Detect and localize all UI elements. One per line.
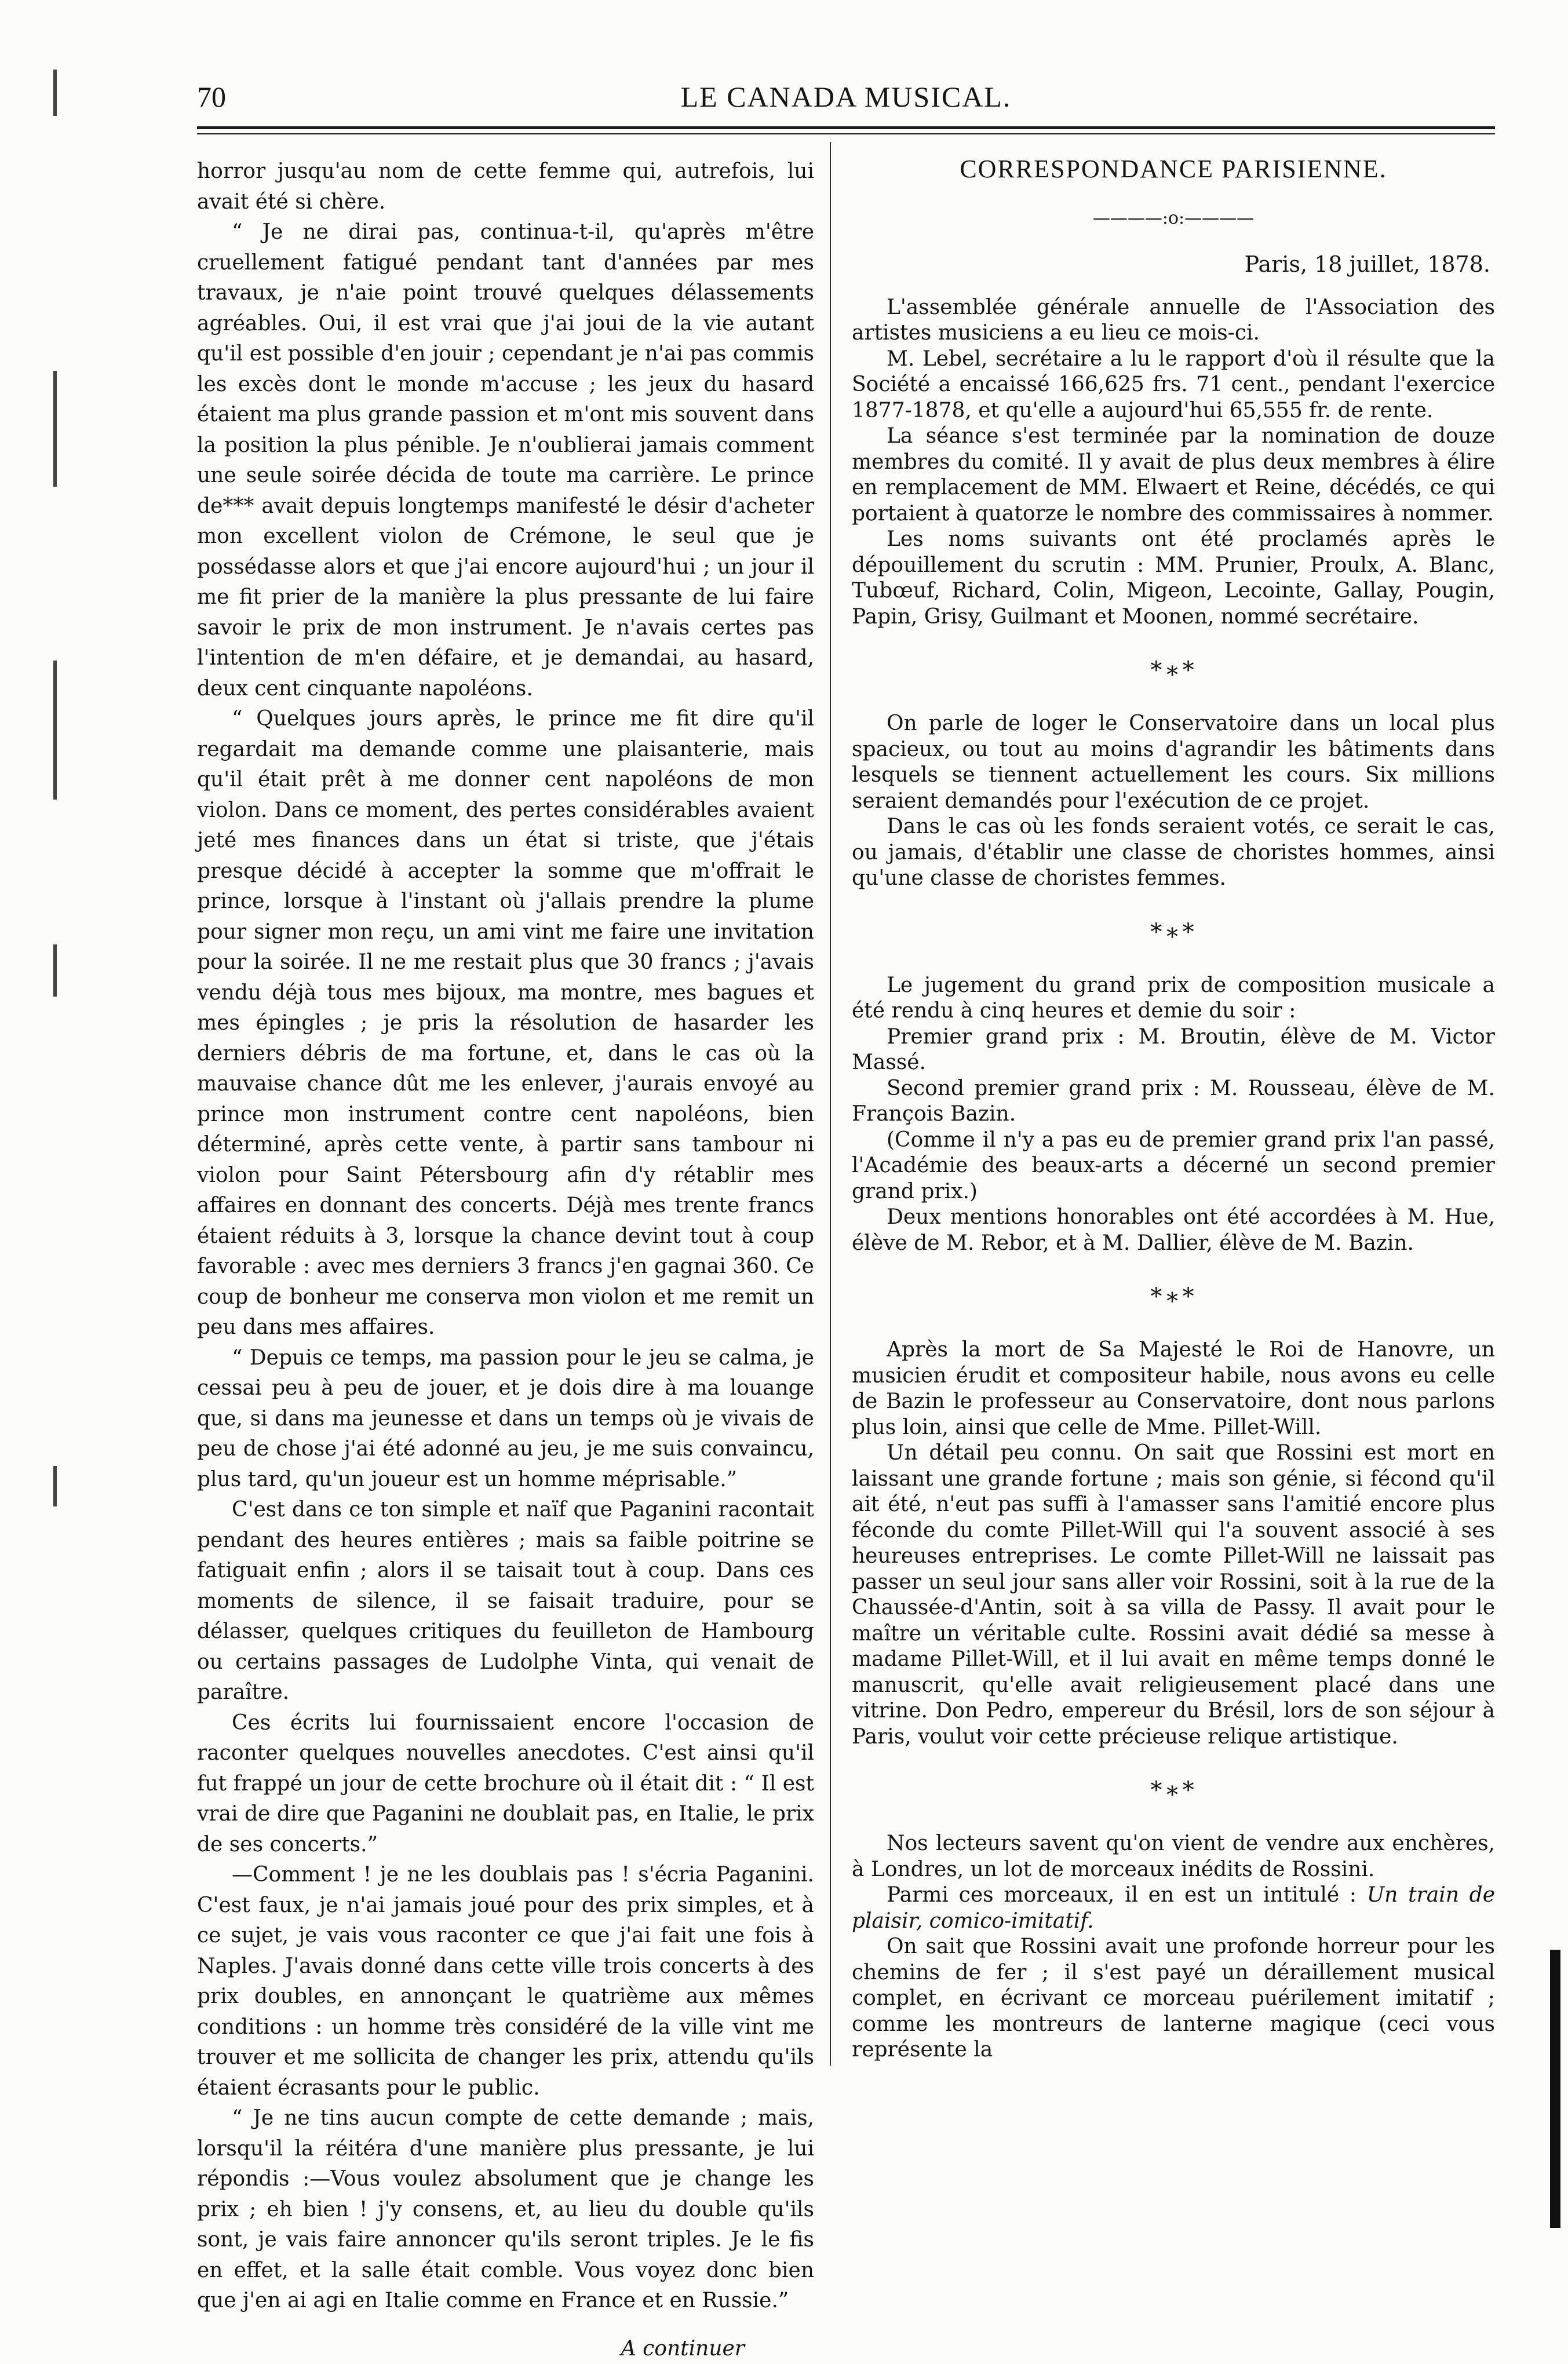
paragraph: “ Je ne dirai pas, continua-t-il, qu'après m'être cruellement fatigué pendant tant d'années par mes travaux, je n'aie point trouvé quelques délassements agréables. Oui, il est vrai que j'ai joui de la vie autant qu'il est possible d'en jouir ; cependant je n'ai pas commis les excès dont le monde m'accuse ; les jeux du hasard étaient ma plus grande passion et m'ont mis souvent dans la position la plus pénible. Je n'oublierai jamais comment une seule soirée décida de toute ma carrière. Le prince de*** avait depuis longtemps manifesté le désir d'acheter mon excellent violon de Crémone, le seul que je possédasse alors et que j'ai encore aujourd'hui ; un jour il me fit prier de la manière la plus pressante de lui faire savoir le prix de mon instrument. Je n'avais certes pas l'intention de m'en défaire, et je demandai, au hasard, deux cent cinquante napoléons.: [197, 217, 814, 704]
page-number: 70: [197, 80, 226, 114]
scan-margin-mark: [53, 944, 57, 997]
paragraph: “ Depuis ce temps, ma passion pour le jeu se calma, je cessai peu à peu de jouer, et je dois dire à ma louange que, si dans ma jeunesse et dans un temps où je vivais de peu de chose j'ai été adonné au jeu, je me suis convaincu, plus tard, qu'un joueur est un homme méprisable.”: [197, 1343, 814, 1495]
paragraph: Le jugement du grand prix de composition musicale a été rendu à cinq heures et demie du soir :: [852, 973, 1495, 1024]
paragraph: Nos lecteurs savent qu'on vient de vendre aux enchères, à Londres, un lot de morceaux inédits de Rossini.: [852, 1831, 1495, 1883]
dateline: Paris, 18 juillet, 1878.: [852, 251, 1495, 278]
scan-margin-mark: [53, 70, 57, 116]
paragraph: Second premier grand prix : M. Rousseau, élève de M. François Bazin.: [852, 1076, 1495, 1128]
paragraph: Dans le cas où les fonds seraient votés, ce serait le cas, ou jamais, d'établir une classe de choristes hommes, ainsi qu'une classe de choristes femmes.: [852, 814, 1495, 892]
title-separator: ————:o:————: [852, 206, 1495, 232]
paragraph: —Comment ! je ne les doublais pas ! s'écria Paganini. C'est faux, je n'ai jamais joué pour des prix simples, et à ce sujet, je vais vous raconter ce que j'ai fait une fois à Naples. J'avais donné dans cette ville trois concerts à des prix doubles, en annonçant le quatrième aux mêmes conditions : un homme très considéré de la ville vint me trouver et me sollicita de changer les prix, attendu qu'ils étaient écrasants pour le public.: [197, 1860, 814, 2103]
header-rule-thin: [197, 133, 1495, 134]
paragraph: M. Lebel, secrétaire a lu le rapport d'où il résulte que la Société a encaissé 166,625 frs. 71 cent., pendant l'exercice 1877-1878, et qu'elle a aujourd'hui 65,555 fr. de rente.: [852, 346, 1495, 424]
asterism-separator: *∗*: [852, 892, 1495, 973]
scan-margin-mark: [53, 371, 57, 487]
scan-margin-mark: [53, 661, 57, 800]
journal-title: LE CANADA MUSICAL.: [197, 80, 1495, 114]
paragraph: Après la mort de Sa Majesté le Roi de Hanovre, un musicien érudit et compositeur habile, nous avons eu celle de Bazin le professeur au Conservatoire, dont nous parlons plus loin, ainsi que celle de Mme. Pillet-Will.: [852, 1337, 1495, 1440]
asterism-separator: *∗*: [852, 1256, 1495, 1337]
paragraph: Premier grand prix : M. Broutin, élève de M. Victor Massé.: [852, 1024, 1495, 1076]
paragraph: Un détail peu connu. On sait que Rossini est mort en laissant une grande fortune ; mais son génie, si fécond qu'il ait été, n'eut pas suffi à l'amasser sans l'amitié encore plus féconde du comte Pillet-Will qui l'a souvent associé à ses heureuses entreprises. Le comte Pillet-Will ne laissait pas passer un seul jour sans aller voir Rossini, soit à la rue de la Chaussée-d'Antin, soit à sa villa de Passy. Il avait pour le maître un véritable culte. Rossini avait dédié sa messe à madame Pillet-Will, et il lui avait en même temps donné le manuscrit, qu'elle avait religieusement placé dans une vitrine. Don Pedro, empereur du Brésil, lors de son séjour à Paris, voulut voir cette précieuse relique artistique.: [852, 1440, 1495, 1750]
scan-margin-mark: [53, 1466, 57, 1506]
paragraph: L'assemblée générale annuelle de l'Association des artistes musiciens a eu lieu ce mois-ci.: [852, 295, 1495, 346]
paragraph: Deux mentions honorables ont été accordées à M. Hue, élève de M. Rebor, et à M. Dallier, élève de M. Bazin.: [852, 1205, 1495, 1256]
paragraph: “ Je ne tins aucun compte de cette demande ; mais, lorsqu'il la réitéra d'une manière plus pressante, je lui répondis :—Vous voulez absolument que je change les prix ; eh bien ! j'y consens, et, au lieu du double qu'ils sont, je vais faire annoncer qu'ils seront triples. Je le fis en effet, et la salle était comble. Vous voyez donc bien que j'en ai agi en Italie comme en France et en Russie.”: [197, 2103, 814, 2316]
scan-edge-bar: [1550, 1950, 1560, 2228]
italic-title: Un train de plaisir, comico-imitatif.: [852, 1883, 1495, 1933]
paragraph: La séance s'est terminée par la nomination de douze membres du comité. Il y avait de plus deux membres à élire en remplacement de MM. Elwaert et Reine, décédés, ce qui portaient à quatorze le nombre des commissaires à nommer.: [852, 424, 1495, 527]
paragraph: Ces écrits lui fournissaient encore l'occasion de raconter quelques nouvelles anecdotes. C'est ainsi qu'il fut frappé un jour de cette brochure où il était dit : “ Il est vrai de dire que Paganini ne doublait pas, en Italie, le prix de ses concerts.”: [197, 1708, 814, 1860]
section-title: CORRESPONDANCE PARISIENNE.: [852, 156, 1495, 183]
asterism-separator: *∗*: [852, 1750, 1495, 1831]
paragraph-lead: Parmi ces morceaux, il en est un intitulé :: [887, 1883, 1356, 1907]
page-header: [197, 80, 1495, 121]
paragraph: On sait que Rossini avait une profonde horreur pour les chemins de fer ; il s'est payé un déraillement musical complet, en écrivant ce morceau puérilement imitatif ; comme les montreurs de lanterne magique (ceci vous représente la: [852, 1934, 1495, 2063]
continuation-note: A continuer: [197, 2334, 814, 2364]
paragraph: Les noms suivants ont été proclamés après le dépouillement du scrutin : MM. Prunier, Proulx, A. Blanc, Tubœuf, Richard, Colin, Migeon, Lecointe, Gallay, Pougin, Papin, Grisy, Guilmant et Moonen, nommé secrétaire.: [852, 527, 1495, 630]
paragraph: On parle de loger le Conservatoire dans un local plus spacieux, ou tout au moins d'agrandir les bâtiments dans lesquels se tiennent actuellement les cours. Six millions seraient demandés pour l'exécution de ce projet.: [852, 711, 1495, 814]
header-rule-thick: [197, 126, 1495, 129]
right-column: [852, 156, 1495, 2063]
paragraph: C'est dans ce ton simple et naïf que Paganini racontait pendant des heures entières ; mais sa faible poitrine se fatiguait enfin ; alors il se taisait tout à coup. Dans ces moments de silence, il se faisait traduire, pour se délasser, quelques critiques du feuilleton de Hambourg ou certains passages de Ludolphe Vinta, qui venait de paraître.: [197, 1495, 814, 1708]
asterism-separator: *∗*: [852, 630, 1495, 711]
paragraph: (Comme il n'y a pas eu de premier grand prix l'an passé, l'Académie des beaux-arts a décerné un second premier grand prix.): [852, 1128, 1495, 1205]
paragraph: “ Quelques jours après, le prince me fit dire qu'il regardait ma demande comme une plaisanterie, mais qu'il était prêt à me donner cent napoléons de mon violon. Dans ce moment, des pertes considérables avaient jeté mes finances dans un état si triste, que j'étais presque décidé à accepter la somme que m'offrait le prince, lorsque à l'instant où j'allais prendre la plume pour signer mon reçu, un ami vint me faire une invitation pour la soirée. Il ne me restait plus que 30 francs ; j'avais vendu déjà tous mes bijoux, ma montre, mes bagues et mes épingles ; je pris la résolution de hasarder les derniers débris de ma fortune, et, dans le cas où la mauvaise chance dût me les enlever, j'aurais envoyé au prince mon instrument contre cent napoléons, bien déterminé, après cette vente, à partir sans tambour ni violon pour Saint Pétersbourg afin d'y rétablir mes affaires en donnant des concerts. Déjà mes trente francs étaient réduits à 3, lorsque la chance devint tout à coup favorable : avec mes derniers 3 francs j'en gagnai 360. Ce coup de bonheur me conserva mon violon et me remit un peu dans mes affaires.: [197, 704, 814, 1343]
paragraph: horror jusqu'au nom de cette femme qui, autrefois, lui avait été si chère.: [197, 156, 814, 217]
column-divider: [830, 142, 831, 2066]
paragraph: [852, 1883, 1495, 1934]
left-column: [197, 156, 814, 2364]
